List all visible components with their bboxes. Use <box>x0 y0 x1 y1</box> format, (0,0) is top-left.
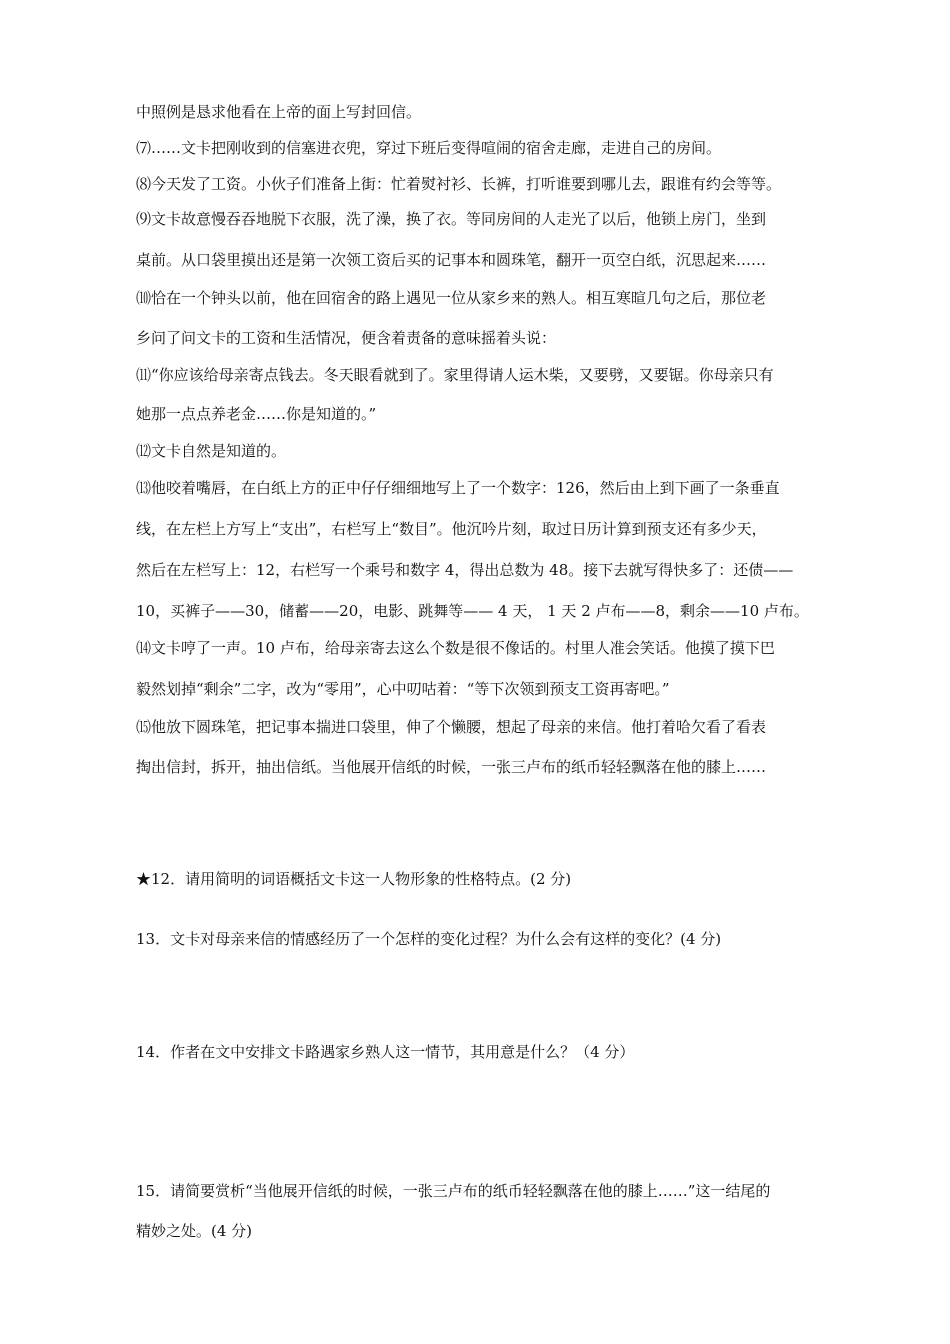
question-15: 15．请简要赏析“当他展开信纸的时候，一张三卢布的纸币轻轻飘落在他的膝上……”这一结尾的 <box>136 1182 771 1200</box>
passage-line: ⑻今天发了工资。小伙子们准备上街：忙着熨衬衫、长裤，打听谁要到哪儿去，跟谁有约会等等。 <box>136 175 782 193</box>
passage-line: 然后在左栏写上：12，右栏写一个乘号和数字 4，得出总数为 48。接下去就写得快多了：还债—— <box>136 561 794 579</box>
passage-line: ⒂他放下圆珠笔，把记事本揣进口袋里，伸了个懒腰，想起了母亲的来信。他打着哈欠看了看表 <box>136 718 767 736</box>
passage-line: ⒀他咬着嘴唇，在白纸上方的正中仔仔细细地写上了一个数字：126，然后由上到下画了一条垂直 <box>136 479 780 497</box>
passage-line: 线，在左栏上方写上“支出”，右栏写上“数目”。他沉吟片刻，取过日历计算到预支还有多少天， <box>136 520 767 538</box>
question-15-continued: 精妙之处。(4 分) <box>136 1222 253 1240</box>
passage-line: ⑽恰在一个钟头以前，他在回宿舍的路上遇见一位从家乡来的熟人。相互寒暄几句之后，那位老 <box>136 289 767 307</box>
passage-line: ⒁文卡哼了一声。10 卢布，给母亲寄去这么个数是很不像话的。村里人准会笑话。他摸了摸下巴 <box>136 639 775 657</box>
question-12: ★12．请用简明的词语概括文卡这一人物形象的性格特点。(2 分) <box>136 870 572 888</box>
question-14: 14．作者在文中安排文卡路遇家乡熟人这一情节，其用意是什么？（4 分） <box>136 1043 635 1061</box>
passage-line: 她那一点点养老金……你是知道的。” <box>136 405 377 423</box>
passage-line: 掏出信封，拆开，抽出信纸。当他展开信纸的时候，一张三卢布的纸币轻轻飘落在他的膝上…… <box>136 758 767 776</box>
passage-line: 中照例是恳求他看在上帝的面上写封回信。 <box>136 103 422 121</box>
passage-line: ⑾“你应该给母亲寄点钱去。冬天眼看就到了。家里得请人运木柴，又要劈，又要锯。你母亲只有 <box>136 366 774 384</box>
passage-line: ⑿文卡自然是知道的。 <box>136 442 287 460</box>
question-13: 13．文卡对母亲来信的情感经历了一个怎样的变化过程？为什么会有这样的变化？(4 分) <box>136 930 722 948</box>
passage-line: 毅然划掉“剩余”二字，改为“零用”，心中叨咕着：“等下次领到预支工资再寄吧。” <box>136 680 670 698</box>
passage-line: ⑼文卡故意慢吞吞地脱下衣服，洗了澡，换了衣。等同房间的人走光了以后，他锁上房门，坐到 <box>136 210 767 228</box>
passage-line: 乡问了问文卡的工资和生活情况，便含着责备的意味摇着头说： <box>136 329 557 347</box>
passage-line: ⑺……文卡把刚收到的信塞进衣兜，穿过下班后变得喧闹的宿舍走廊，走进自己的房间。 <box>136 139 722 157</box>
passage-line: 桌前。从口袋里摸出还是第一次领工资后买的记事本和圆珠笔，翻开一页空白纸，沉思起来…… <box>136 251 767 269</box>
passage-line: 10，买裤子——30，储蓄——20，电影、跳舞等—— 4 天， 1 天 2 卢布——8，剩余——10 卢布。 <box>136 602 809 620</box>
